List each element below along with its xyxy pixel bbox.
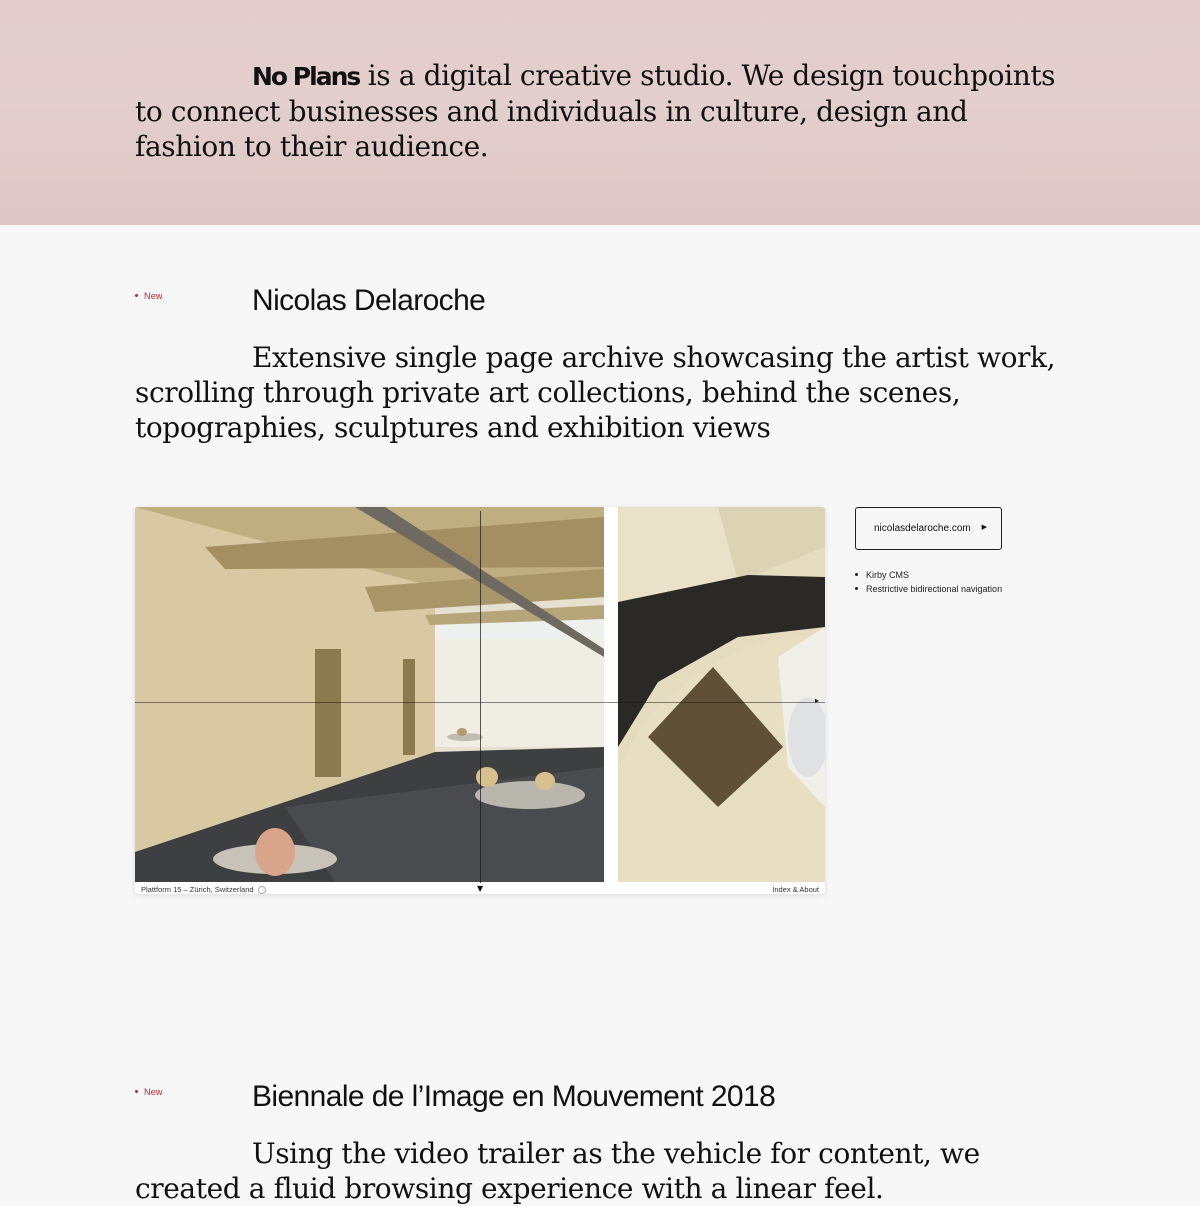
project-title[interactable]: Nicolas Delaroche [252,284,486,317]
gallery-room-illustration [135,507,604,882]
project-description: Using the video trailer as the vehicle for content, we created a fluid browsing experience with a linear feel. [135,1137,980,1205]
feature-item: Kirby CMS [855,568,1002,582]
arrow-right-icon[interactable]: ▸ [815,696,820,705]
brand-logo[interactable]: No Plans [252,62,360,91]
screenshot-caption-index[interactable]: Index & About [772,885,819,894]
feature-item: Restrictive bidirectional navigation [855,582,1002,596]
gallery-room-image [135,507,604,882]
feature-list [855,568,1002,596]
crosshair-vertical [480,511,481,883]
sculpture-closeup-image [618,507,825,882]
project-title[interactable]: Biennale de l’Image en Mouvement 2018 [252,1080,776,1113]
project-description: Extensive single page archive showcasing the artist work, scrolling through private art collections, behind the scenes, topographies, sculptures and exhibition views [135,341,1056,444]
sculpture-closeup-illustration [618,507,825,882]
screenshot-caption-location: Plattform 15 – Zürich, Switzerland [141,885,266,894]
studio-intro [135,58,1075,164]
arrow-down-icon[interactable]: ▼ [477,884,484,893]
intro-text: is a digital creative studio. We design touchpoints to connect businesses and individuals in culture, design and fashion to their audience. [135,59,1056,163]
new-badge: New [135,1087,163,1097]
play-arrow-icon: ▶ [981,524,987,531]
visit-site-button[interactable] [855,507,1002,550]
project-screenshot[interactable] [135,507,825,894]
new-badge: New [135,291,163,301]
badge-dot-icon [135,294,138,297]
site-link-label: nicolasdelaroche.com [874,523,971,534]
badge-dot-icon [135,1090,138,1093]
info-circle-icon[interactable] [258,886,266,894]
crosshair-horizontal [135,702,825,703]
